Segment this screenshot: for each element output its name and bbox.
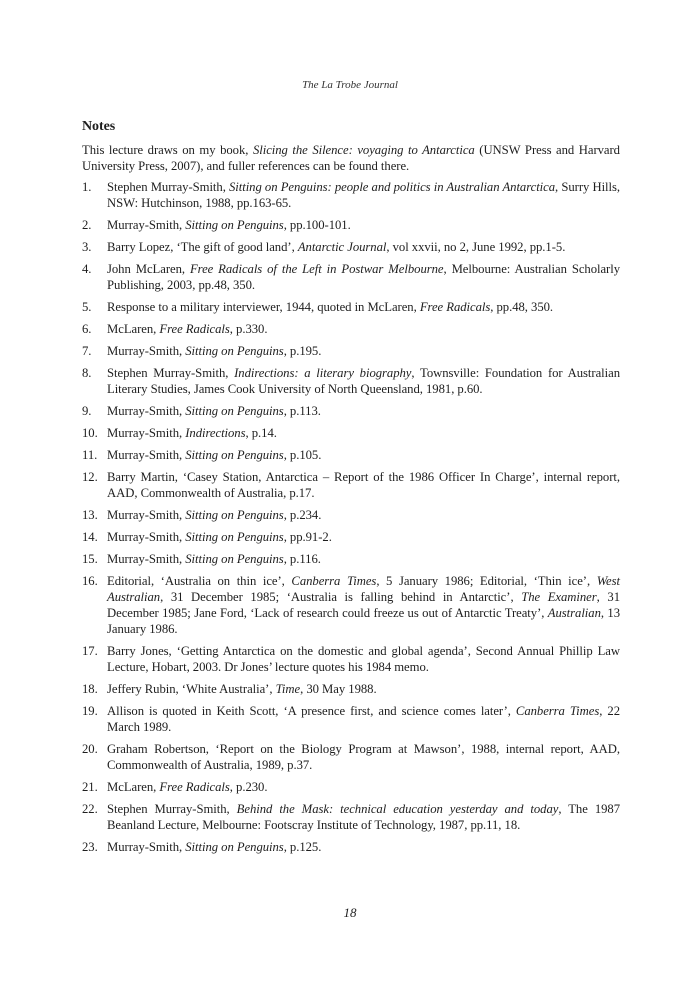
note-number: 6. xyxy=(82,322,92,336)
text-run: Editorial, ‘Australia on thin ice’, xyxy=(107,574,292,588)
note-item xyxy=(82,551,620,567)
text-run: , pp.48, 350. xyxy=(490,300,554,314)
text-run: , Townsville: Foundation for Australian Literary Studies, James Cook University of North Queensland, 1981, p.60. xyxy=(107,366,620,396)
note-number: 21. xyxy=(82,780,98,794)
note-number: 1. xyxy=(82,180,92,194)
note-number: 5. xyxy=(82,300,92,314)
text-run: (UNSW Press and Harvard University Press, 2007), and fuller references can be found there. xyxy=(82,143,620,173)
note-item xyxy=(82,643,620,675)
text-run: Murray-Smith, xyxy=(107,840,186,854)
note-number: 23. xyxy=(82,840,98,854)
text-run: , 13 January 1986. xyxy=(107,606,620,636)
note-number: 7. xyxy=(82,344,92,358)
note-item xyxy=(82,529,620,545)
italic-title: Canberra Times xyxy=(515,704,600,718)
text-run: Stephen Murray-Smith, xyxy=(107,366,235,380)
text-run: Murray-Smith, xyxy=(107,530,186,544)
note-number: 18. xyxy=(82,682,98,696)
note-number: 9. xyxy=(82,404,92,418)
text-run: , p.113. xyxy=(283,404,321,418)
text-run: McLaren, xyxy=(107,322,160,336)
text-run: Graham Robertson, ‘Report on the Biology Program at Mawson’, 1988, internal report, AAD, Commonwealth of Australia, 1989, p.37. xyxy=(107,742,620,772)
italic-title: Sitting on Penguins xyxy=(185,404,284,418)
italic-title: Free Radicals xyxy=(419,300,491,314)
note-number: 11. xyxy=(82,448,98,462)
text-run: , 31 December 1985; ‘Australia is falling behind in Antarctic’, xyxy=(160,590,522,604)
notes-heading: Notes xyxy=(82,119,116,134)
note-number: 12. xyxy=(82,470,98,484)
text-run: Barry Jones, ‘Getting Antarctica on the domestic and global agenda’, Second Annual Phillip Law Lecture, Hobart, 2003. Dr Jones’ lecture quotes his 1984 memo. xyxy=(107,644,620,674)
note-number: 8. xyxy=(82,366,92,380)
italic-title: Sitting on Penguins xyxy=(185,840,284,854)
note-number: 3. xyxy=(82,240,92,254)
text-run: Murray-Smith, xyxy=(107,552,186,566)
note-item xyxy=(82,239,620,255)
note-item xyxy=(82,839,620,855)
text-run: , Surry Hills, NSW: Hutchinson, 1988, pp.163-65. xyxy=(107,180,620,210)
italic-title: Sitting on Penguins xyxy=(185,530,284,544)
note-number: 19. xyxy=(82,704,98,718)
note-number: 10. xyxy=(82,426,98,440)
text-run: Jeffery Rubin, ‘White Australia’, xyxy=(107,682,276,696)
note-item xyxy=(82,801,620,833)
note-number: 4. xyxy=(82,262,92,276)
note-item xyxy=(82,299,620,315)
italic-title: West Australian xyxy=(107,574,620,604)
running-header: The La Trobe Journal xyxy=(302,79,398,91)
italic-title: Sitting on Penguins: people and politics in Australian Antarctica xyxy=(228,180,556,194)
text-run: , p.230. xyxy=(229,780,268,794)
text-run: , 30 May 1988. xyxy=(300,682,377,696)
notes-section xyxy=(82,118,620,861)
note-item xyxy=(82,507,620,523)
notes-list xyxy=(82,179,620,855)
note-item xyxy=(82,779,620,795)
text-run: , p.125. xyxy=(283,840,322,854)
text-run: Murray-Smith, xyxy=(107,344,186,358)
note-item xyxy=(82,681,620,697)
italic-title: Free Radicals xyxy=(159,322,230,336)
italic-title: Canberra Times xyxy=(291,574,377,588)
note-number: 20. xyxy=(82,742,98,756)
italic-title: Australian xyxy=(547,606,601,620)
text-run: Barry Lopez, ‘The gift of good land’, xyxy=(107,240,298,254)
italic-title: Sitting on Penguins xyxy=(185,344,284,358)
note-item xyxy=(82,447,620,463)
italic-title: Sitting on Penguins xyxy=(185,448,284,462)
note-item xyxy=(82,573,620,637)
text-run: Allison is quoted in Keith Scott, ‘A presence first, and science comes later’, xyxy=(107,704,516,718)
text-run: Murray-Smith, xyxy=(107,426,186,440)
text-run: Stephen Murray-Smith, xyxy=(107,802,237,816)
text-run: , p.116. xyxy=(283,552,321,566)
page-number: 18 xyxy=(343,905,357,920)
italic-title: Behind the Mask: technical education yesterday and today xyxy=(236,802,559,816)
note-item xyxy=(82,469,620,501)
note-number: 13. xyxy=(82,508,98,522)
text-run: This lecture draws on my book, xyxy=(82,143,253,157)
text-run: Response to a military interviewer, 1944, quoted in McLaren, xyxy=(107,300,420,314)
note-item xyxy=(82,703,620,735)
text-run: Barry Martin, ‘Casey Station, Antarctica – Report of the 1986 Officer In Charge’, internal report, AAD, Commonwealth of Australia, p.17. xyxy=(107,470,620,500)
italic-title: Sitting on Penguins xyxy=(185,218,284,232)
text-run: John McLaren, xyxy=(107,262,190,276)
italic-title: The Examiner xyxy=(521,590,597,604)
text-run: Murray-Smith, xyxy=(107,448,186,462)
note-number: 17. xyxy=(82,644,98,658)
text-run: , p.330. xyxy=(229,322,268,336)
note-item xyxy=(82,217,620,233)
note-number: 14. xyxy=(82,530,98,544)
italic-title: Free Radicals of the Left in Postwar Melbourne xyxy=(189,262,444,276)
text-run: , pp.91-2. xyxy=(283,530,332,544)
text-run: , Melbourne: Australian Scholarly Publishing, 2003, pp.48, 350. xyxy=(107,262,620,292)
text-run: Murray-Smith, xyxy=(107,218,186,232)
note-item xyxy=(82,365,620,397)
italic-title: Sitting on Penguins xyxy=(185,508,284,522)
text-run: Stephen Murray-Smith, xyxy=(107,180,229,194)
text-run: Murray-Smith, xyxy=(107,508,186,522)
italic-title: Time xyxy=(275,682,301,696)
text-run: , p.105. xyxy=(283,448,322,462)
text-run: , 22 March 1989. xyxy=(107,704,620,734)
text-run: , p.14. xyxy=(245,426,277,440)
italic-title: Antarctic Journal xyxy=(297,240,387,254)
text-run: , vol xxvii, no 2, June 1992, pp.1-5. xyxy=(386,240,566,254)
text-run: , 5 January 1986; Editorial, ‘Thin ice’, xyxy=(376,574,597,588)
notes-intro-paragraph xyxy=(82,142,620,174)
note-number: 15. xyxy=(82,552,98,566)
text-run: , pp.100-101. xyxy=(283,218,351,232)
text-run: Murray-Smith, xyxy=(107,404,186,418)
note-item xyxy=(82,741,620,773)
note-item xyxy=(82,179,620,211)
italic-title: Slicing the Silence: voyaging to Antarctica xyxy=(252,143,475,157)
note-item xyxy=(82,321,620,337)
note-item xyxy=(82,261,620,293)
text-run: McLaren, xyxy=(107,780,160,794)
text-run: , p.234. xyxy=(283,508,322,522)
italic-title: Free Radicals xyxy=(159,780,230,794)
note-item xyxy=(82,343,620,359)
text-run: , 31 December 1985; Jane Ford, ‘Lack of research could freeze us out of Antarctic Treaty’, xyxy=(107,590,620,620)
note-number: 16. xyxy=(82,574,98,588)
text-run: , The 1987 Beanland Lecture, Melbourne: Footscray Institute of Technology, 1987, pp.11, 18. xyxy=(107,802,620,832)
note-item xyxy=(82,425,620,441)
text-run: , p.195. xyxy=(283,344,322,358)
italic-title: Sitting on Penguins xyxy=(185,552,284,566)
italic-title: Indirections: a literary biography xyxy=(234,366,412,380)
italic-title: Indirections xyxy=(185,426,246,440)
note-number: 22. xyxy=(82,802,98,816)
note-number: 2. xyxy=(82,218,92,232)
note-item xyxy=(82,403,620,419)
